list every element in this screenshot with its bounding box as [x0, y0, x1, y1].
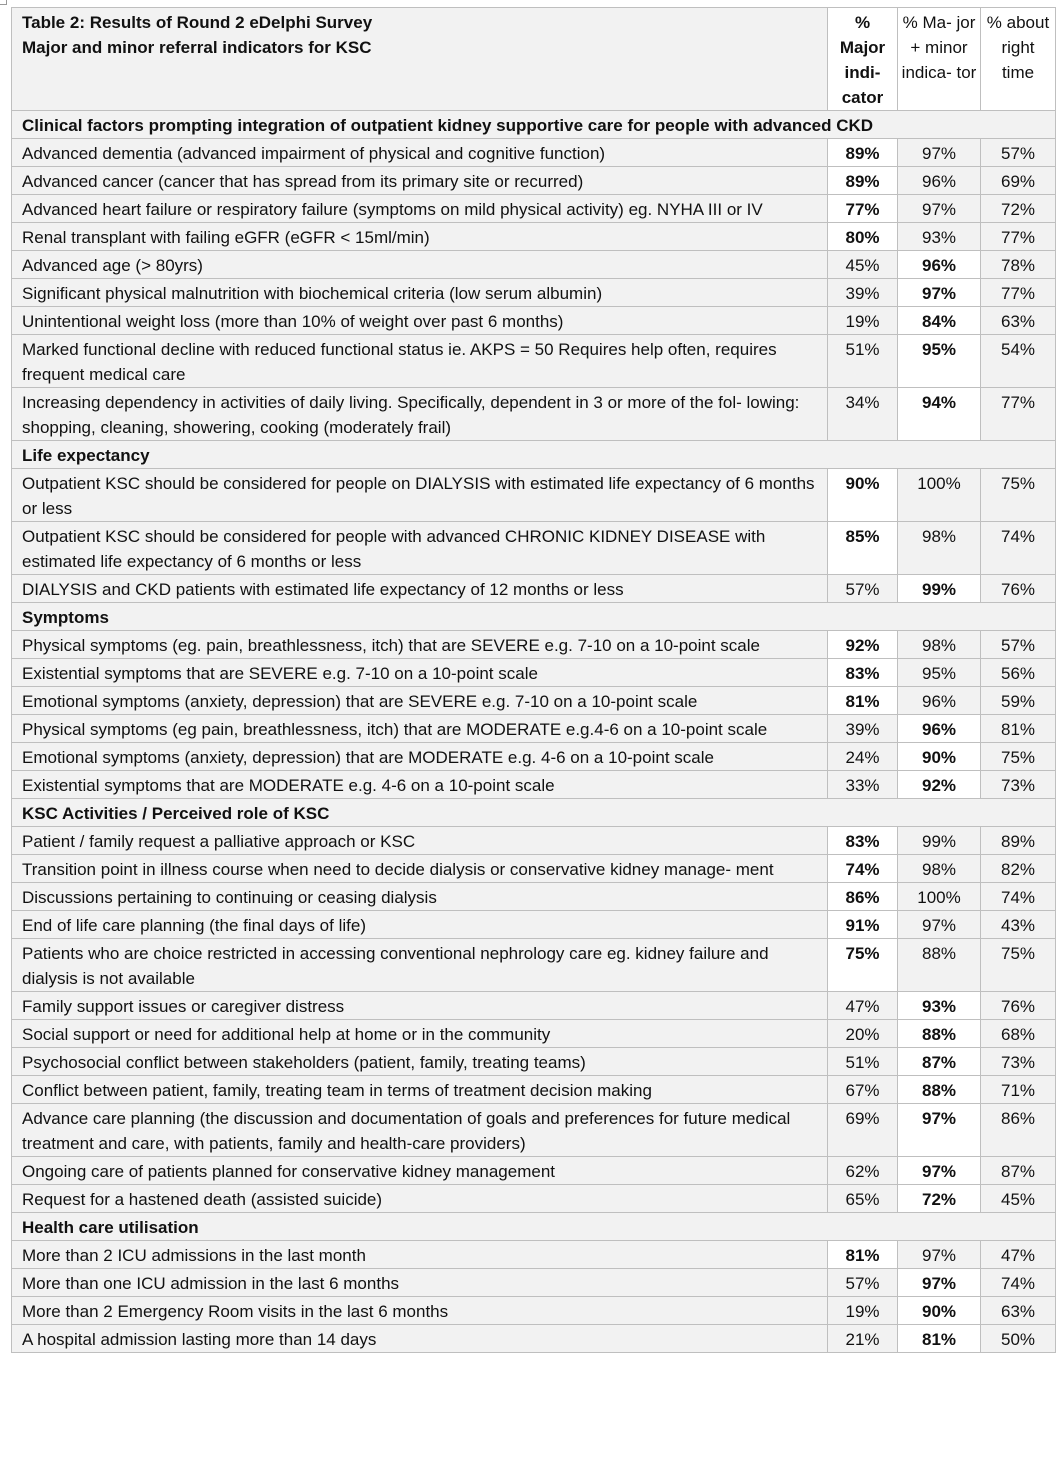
major-minor-indicator-value: 93%	[898, 992, 981, 1020]
table-row	[12, 307, 1056, 335]
major-minor-indicator-value: 96%	[898, 167, 981, 195]
major-minor-indicator-value: 92%	[898, 771, 981, 799]
about-right-time-value: 77%	[981, 279, 1056, 307]
major-indicator-value: 62%	[828, 1157, 898, 1185]
major-minor-indicator-value: 99%	[898, 575, 981, 603]
indicator-label: Discussions pertaining to continuing or ceasing dialysis	[12, 883, 828, 911]
major-minor-indicator-value: 100%	[898, 883, 981, 911]
major-indicator-value: 81%	[828, 1241, 898, 1269]
indicator-label: DIALYSIS and CKD patients with estimated life expectancy of 12 months or less	[12, 575, 828, 603]
indicator-label: Request for a hastened death (assisted suicide)	[12, 1185, 828, 1213]
major-minor-indicator-value: 98%	[898, 631, 981, 659]
about-right-time-value: 63%	[981, 1297, 1056, 1325]
about-right-time-value: 71%	[981, 1076, 1056, 1104]
about-right-time-value: 81%	[981, 715, 1056, 743]
about-right-time-value: 72%	[981, 195, 1056, 223]
indicator-label: Advanced heart failure or respiratory failure (symptoms on mild physical activity) eg. NYHA III or IV	[12, 195, 828, 223]
table-row	[12, 167, 1056, 195]
table-row	[12, 575, 1056, 603]
table-row	[12, 1297, 1056, 1325]
indicator-label: Increasing dependency in activities of daily living. Specifically, dependent in 3 or more of the fol- lowing: shopping, cleaning, showering, cooking (moderately frail)	[12, 388, 828, 441]
table-row	[12, 279, 1056, 307]
header-major-minor-indicator: % Ma- jor + minor indica- tor	[898, 8, 981, 111]
major-indicator-value: 74%	[828, 855, 898, 883]
about-right-time-value: 76%	[981, 992, 1056, 1020]
major-indicator-value: 51%	[828, 335, 898, 388]
table-row	[12, 195, 1056, 223]
about-right-time-value: 68%	[981, 1020, 1056, 1048]
indicator-label: Ongoing care of patients planned for conservative kidney management	[12, 1157, 828, 1185]
about-right-time-value: 82%	[981, 855, 1056, 883]
major-indicator-value: 19%	[828, 1297, 898, 1325]
indicator-label: Emotional symptoms (anxiety, depression) that are SEVERE e.g. 7-10 on a 10-point scale	[12, 687, 828, 715]
major-minor-indicator-value: 97%	[898, 1104, 981, 1157]
major-indicator-value: 51%	[828, 1048, 898, 1076]
major-minor-indicator-value: 100%	[898, 469, 981, 522]
table-row	[12, 939, 1056, 992]
about-right-time-value: 75%	[981, 939, 1056, 992]
major-indicator-value: 67%	[828, 1076, 898, 1104]
about-right-time-value: 74%	[981, 883, 1056, 911]
table-row	[12, 659, 1056, 687]
table-row	[12, 687, 1056, 715]
about-right-time-value: 76%	[981, 575, 1056, 603]
about-right-time-value: 77%	[981, 223, 1056, 251]
indicator-label: Outpatient KSC should be considered for people on DIALYSIS with estimated life expectancy of 6 months or less	[12, 469, 828, 522]
section-header-row	[12, 1213, 1056, 1241]
major-minor-indicator-value: 88%	[898, 1076, 981, 1104]
indicator-label: Psychosocial conflict between stakeholders (patient, family, treating teams)	[12, 1048, 828, 1076]
section-title: Life expectancy	[12, 441, 1056, 469]
major-minor-indicator-value: 87%	[898, 1048, 981, 1076]
about-right-time-value: 45%	[981, 1185, 1056, 1213]
table-row	[12, 1104, 1056, 1157]
table-row	[12, 1241, 1056, 1269]
about-right-time-value: 74%	[981, 522, 1056, 575]
table-row	[12, 911, 1056, 939]
indicator-label: Advanced cancer (cancer that has spread from its primary site or recurred)	[12, 167, 828, 195]
about-right-time-value: 54%	[981, 335, 1056, 388]
major-minor-indicator-value: 88%	[898, 939, 981, 992]
about-right-time-value: 63%	[981, 307, 1056, 335]
about-right-time-value: 47%	[981, 1241, 1056, 1269]
major-minor-indicator-value: 95%	[898, 335, 981, 388]
table-row	[12, 827, 1056, 855]
major-minor-indicator-value: 99%	[898, 827, 981, 855]
indicator-label: Advanced dementia (advanced impairment of physical and cognitive function)	[12, 139, 828, 167]
major-minor-indicator-value: 96%	[898, 687, 981, 715]
major-indicator-value: 34%	[828, 388, 898, 441]
major-indicator-value: 19%	[828, 307, 898, 335]
major-minor-indicator-value: 98%	[898, 855, 981, 883]
section-header-row	[12, 441, 1056, 469]
major-minor-indicator-value: 88%	[898, 1020, 981, 1048]
major-minor-indicator-value: 97%	[898, 1157, 981, 1185]
major-minor-indicator-value: 90%	[898, 743, 981, 771]
major-minor-indicator-value: 97%	[898, 195, 981, 223]
section-title: Clinical factors prompting integration of outpatient kidney supportive care for people with advanced CKD	[12, 111, 1056, 139]
major-minor-indicator-value: 93%	[898, 223, 981, 251]
major-indicator-value: 47%	[828, 992, 898, 1020]
about-right-time-value: 59%	[981, 687, 1056, 715]
indicator-label: Existential symptoms that are SEVERE e.g. 7-10 on a 10-point scale	[12, 659, 828, 687]
major-minor-indicator-value: 81%	[898, 1325, 981, 1353]
about-right-time-value: 57%	[981, 631, 1056, 659]
major-indicator-value: 20%	[828, 1020, 898, 1048]
major-indicator-value: 89%	[828, 167, 898, 195]
major-indicator-value: 90%	[828, 469, 898, 522]
major-indicator-value: 91%	[828, 911, 898, 939]
table-row	[12, 1048, 1056, 1076]
section-header-row	[12, 799, 1056, 827]
about-right-time-value: 56%	[981, 659, 1056, 687]
major-indicator-value: 81%	[828, 687, 898, 715]
table-row	[12, 631, 1056, 659]
indicator-label: Significant physical malnutrition with biochemical criteria (low serum albumin)	[12, 279, 828, 307]
section-title: Symptoms	[12, 603, 1056, 631]
indicator-label: Advance care planning (the discussion and documentation of goals and preferences for future medical treatment and care, with patients, family and health-care providers)	[12, 1104, 828, 1157]
table-row	[12, 251, 1056, 279]
indicator-label: End of life care planning (the final days of life)	[12, 911, 828, 939]
table-row	[12, 743, 1056, 771]
table-row	[12, 1020, 1056, 1048]
table-row	[12, 771, 1056, 799]
table-row	[12, 992, 1056, 1020]
major-minor-indicator-value: 97%	[898, 279, 981, 307]
indicator-label: More than 2 Emergency Room visits in the last 6 months	[12, 1297, 828, 1325]
major-indicator-value: 39%	[828, 279, 898, 307]
indicator-label: Advanced age (> 80yrs)	[12, 251, 828, 279]
major-indicator-value: 80%	[828, 223, 898, 251]
section-header-row	[12, 111, 1056, 139]
indicator-label: Patient / family request a palliative approach or KSC	[12, 827, 828, 855]
table-row	[12, 855, 1056, 883]
table-row	[12, 715, 1056, 743]
header-major-indicator: % Major indi- cator	[828, 8, 898, 111]
indicator-label: Existential symptoms that are MODERATE e.g. 4-6 on a 10-point scale	[12, 771, 828, 799]
about-right-time-value: 69%	[981, 167, 1056, 195]
major-indicator-value: 65%	[828, 1185, 898, 1213]
major-indicator-value: 75%	[828, 939, 898, 992]
major-minor-indicator-value: 96%	[898, 715, 981, 743]
results-table	[11, 7, 1056, 1353]
table-row	[12, 522, 1056, 575]
about-right-time-value: 75%	[981, 743, 1056, 771]
major-minor-indicator-value: 94%	[898, 388, 981, 441]
major-minor-indicator-value: 97%	[898, 139, 981, 167]
indicator-label: More than 2 ICU admissions in the last month	[12, 1241, 828, 1269]
table-row	[12, 1076, 1056, 1104]
section-title: Health care utilisation	[12, 1213, 1056, 1241]
about-right-time-value: 87%	[981, 1157, 1056, 1185]
table-row	[12, 1269, 1056, 1297]
major-indicator-value: 45%	[828, 251, 898, 279]
major-indicator-value: 21%	[828, 1325, 898, 1353]
major-indicator-value: 57%	[828, 1269, 898, 1297]
about-right-time-value: 77%	[981, 388, 1056, 441]
table-row	[12, 335, 1056, 388]
indicator-label: Conflict between patient, family, treating team in terms of treatment decision making	[12, 1076, 828, 1104]
major-indicator-value: 69%	[828, 1104, 898, 1157]
indicator-label: Patients who are choice restricted in accessing conventional nephrology care eg. kidney failure and dialysis is not available	[12, 939, 828, 992]
indicator-label: Physical symptoms (eg. pain, breathlessness, itch) that are SEVERE e.g. 7-10 on a 10-point scale	[12, 631, 828, 659]
indicator-label: Family support issues or caregiver distress	[12, 992, 828, 1020]
table-row	[12, 1325, 1056, 1353]
table-row	[12, 469, 1056, 522]
major-minor-indicator-value: 97%	[898, 1241, 981, 1269]
about-right-time-value: 86%	[981, 1104, 1056, 1157]
indicator-label: Physical symptoms (eg pain, breathlessness, itch) that are MODERATE e.g.4-6 on a 10-point scale	[12, 715, 828, 743]
major-indicator-value: 24%	[828, 743, 898, 771]
table-header-row	[12, 8, 1056, 111]
about-right-time-value: 75%	[981, 469, 1056, 522]
about-right-time-value: 50%	[981, 1325, 1056, 1353]
major-minor-indicator-value: 90%	[898, 1297, 981, 1325]
about-right-time-value: 74%	[981, 1269, 1056, 1297]
major-indicator-value: 83%	[828, 659, 898, 687]
major-indicator-value: 89%	[828, 139, 898, 167]
major-minor-indicator-value: 96%	[898, 251, 981, 279]
major-indicator-value: 92%	[828, 631, 898, 659]
indicator-label: Renal transplant with failing eGFR (eGFR < 15ml/min)	[12, 223, 828, 251]
major-minor-indicator-value: 97%	[898, 911, 981, 939]
table-title-cell	[12, 8, 828, 111]
indicator-label: Transition point in illness course when need to decide dialysis or conservative kidney manage- ment	[12, 855, 828, 883]
table-row	[12, 223, 1056, 251]
indicator-label: Emotional symptoms (anxiety, depression) that are MODERATE e.g. 4-6 on a 10-point scale	[12, 743, 828, 771]
indicator-label: A hospital admission lasting more than 14 days	[12, 1325, 828, 1353]
about-right-time-value: 73%	[981, 1048, 1056, 1076]
indicator-label: Marked functional decline with reduced functional status ie. AKPS = 50 Requires help often, requires frequent medical care	[12, 335, 828, 388]
major-minor-indicator-value: 84%	[898, 307, 981, 335]
indicator-label: More than one ICU admission in the last 6 months	[12, 1269, 828, 1297]
about-right-time-value: 57%	[981, 139, 1056, 167]
major-indicator-value: 77%	[828, 195, 898, 223]
major-indicator-value: 33%	[828, 771, 898, 799]
header-about-right-time: % about right time	[981, 8, 1056, 111]
indicator-label: Unintentional weight loss (more than 10% of weight over past 6 months)	[12, 307, 828, 335]
major-indicator-value: 57%	[828, 575, 898, 603]
major-indicator-value: 39%	[828, 715, 898, 743]
table-row	[12, 388, 1056, 441]
table-title: Table 2: Results of Round 2 eDelphi Survey	[22, 13, 373, 32]
table-subtitle: Major and minor referral indicators for KSC	[22, 38, 372, 57]
page-corner-mark	[0, 0, 7, 5]
section-header-row	[12, 603, 1056, 631]
section-title: KSC Activities / Perceived role of KSC	[12, 799, 1056, 827]
table-row	[12, 1157, 1056, 1185]
indicator-label: Outpatient KSC should be considered for people with advanced CHRONIC KIDNEY DISEASE with estimated life expectancy of 6 months or less	[12, 522, 828, 575]
major-minor-indicator-value: 97%	[898, 1269, 981, 1297]
major-indicator-value: 86%	[828, 883, 898, 911]
indicator-label: Social support or need for additional help at home or in the community	[12, 1020, 828, 1048]
results-table-container	[11, 7, 1055, 1353]
table-row	[12, 883, 1056, 911]
major-minor-indicator-value: 98%	[898, 522, 981, 575]
major-indicator-value: 83%	[828, 827, 898, 855]
about-right-time-value: 73%	[981, 771, 1056, 799]
major-indicator-value: 85%	[828, 522, 898, 575]
major-minor-indicator-value: 72%	[898, 1185, 981, 1213]
table-row	[12, 139, 1056, 167]
about-right-time-value: 89%	[981, 827, 1056, 855]
table-row	[12, 1185, 1056, 1213]
about-right-time-value: 78%	[981, 251, 1056, 279]
major-minor-indicator-value: 95%	[898, 659, 981, 687]
about-right-time-value: 43%	[981, 911, 1056, 939]
